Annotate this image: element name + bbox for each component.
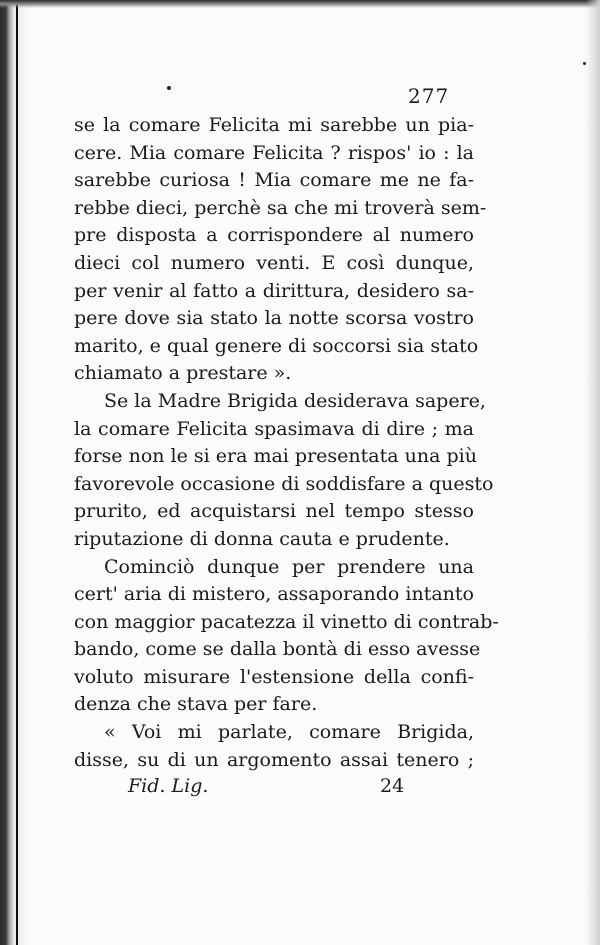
paragraph xyxy=(74,112,487,388)
text-line: pere dove sia stato la notte scorsa vostro xyxy=(74,307,474,330)
text-line: pre disposta a corrispondere al numero xyxy=(74,224,474,247)
text-line: disse, su di un argomento assai tenero ; xyxy=(74,748,474,771)
text-line: chiamato a prestare ». xyxy=(74,362,292,385)
paragraph xyxy=(74,388,494,554)
printer-signature: Fid. Lig. xyxy=(128,775,209,797)
paragraph xyxy=(74,719,474,774)
text-line: rebbe dieci, perchè sa che mi troverà sem- xyxy=(74,196,487,219)
binding-edge xyxy=(16,0,18,945)
text-line: dieci col numero venti. E così dunque, xyxy=(74,251,474,274)
page-right-edge xyxy=(586,0,600,945)
text-line: Cominciò dunque per prendere una xyxy=(104,555,474,578)
text-line: denza che stava per fare. xyxy=(74,693,318,716)
text-line: sarebbe curiosa ! Mia comare me ne fa- xyxy=(74,169,474,192)
text-line: cert' aria di mistero, assaporando intanto xyxy=(74,583,474,606)
text-line: la comare Felicita spasimava di dire ; ma xyxy=(74,417,474,440)
text-line: bando, come se dalla bontà di esso avesse xyxy=(74,638,481,661)
text-line: riputazione di donna cauta e prudente. xyxy=(74,527,450,550)
text-line: prurito, ed acquistarsi nel tempo stesso xyxy=(74,500,474,523)
sheet-number: 24 xyxy=(380,775,405,797)
text-line: favorevole occasione di soddisfare a questo xyxy=(74,472,494,495)
body-text xyxy=(74,112,499,774)
paragraph xyxy=(74,554,499,720)
text-line: forse non le si era mai presentata una più xyxy=(74,445,477,468)
text-line: marito, e qual genere di soccorsi sia stato xyxy=(74,334,479,357)
page-gutter-shadow xyxy=(0,0,30,945)
page-top-edge xyxy=(0,0,600,8)
text-line: se la comare Felicita mi sarebbe un pia- xyxy=(74,114,474,136)
text-line: per venir al fatto a dirittura, desidero sa- xyxy=(74,279,474,302)
ink-speck xyxy=(583,62,586,65)
text-line: « Voi mi parlate, comare Brigida, xyxy=(104,721,474,744)
page-number: 277 xyxy=(408,84,450,108)
text-line: cere. Mia comare Felicita ? rispos' io : la xyxy=(74,141,474,164)
ink-speck xyxy=(167,86,171,90)
text-line: con maggior pacatezza il vinetto di contrab- xyxy=(74,610,499,633)
text-line: voluto misurare l'estensione della confi- xyxy=(74,665,474,688)
text-line: Se la Madre Brigida desiderava sapere, xyxy=(104,389,486,412)
